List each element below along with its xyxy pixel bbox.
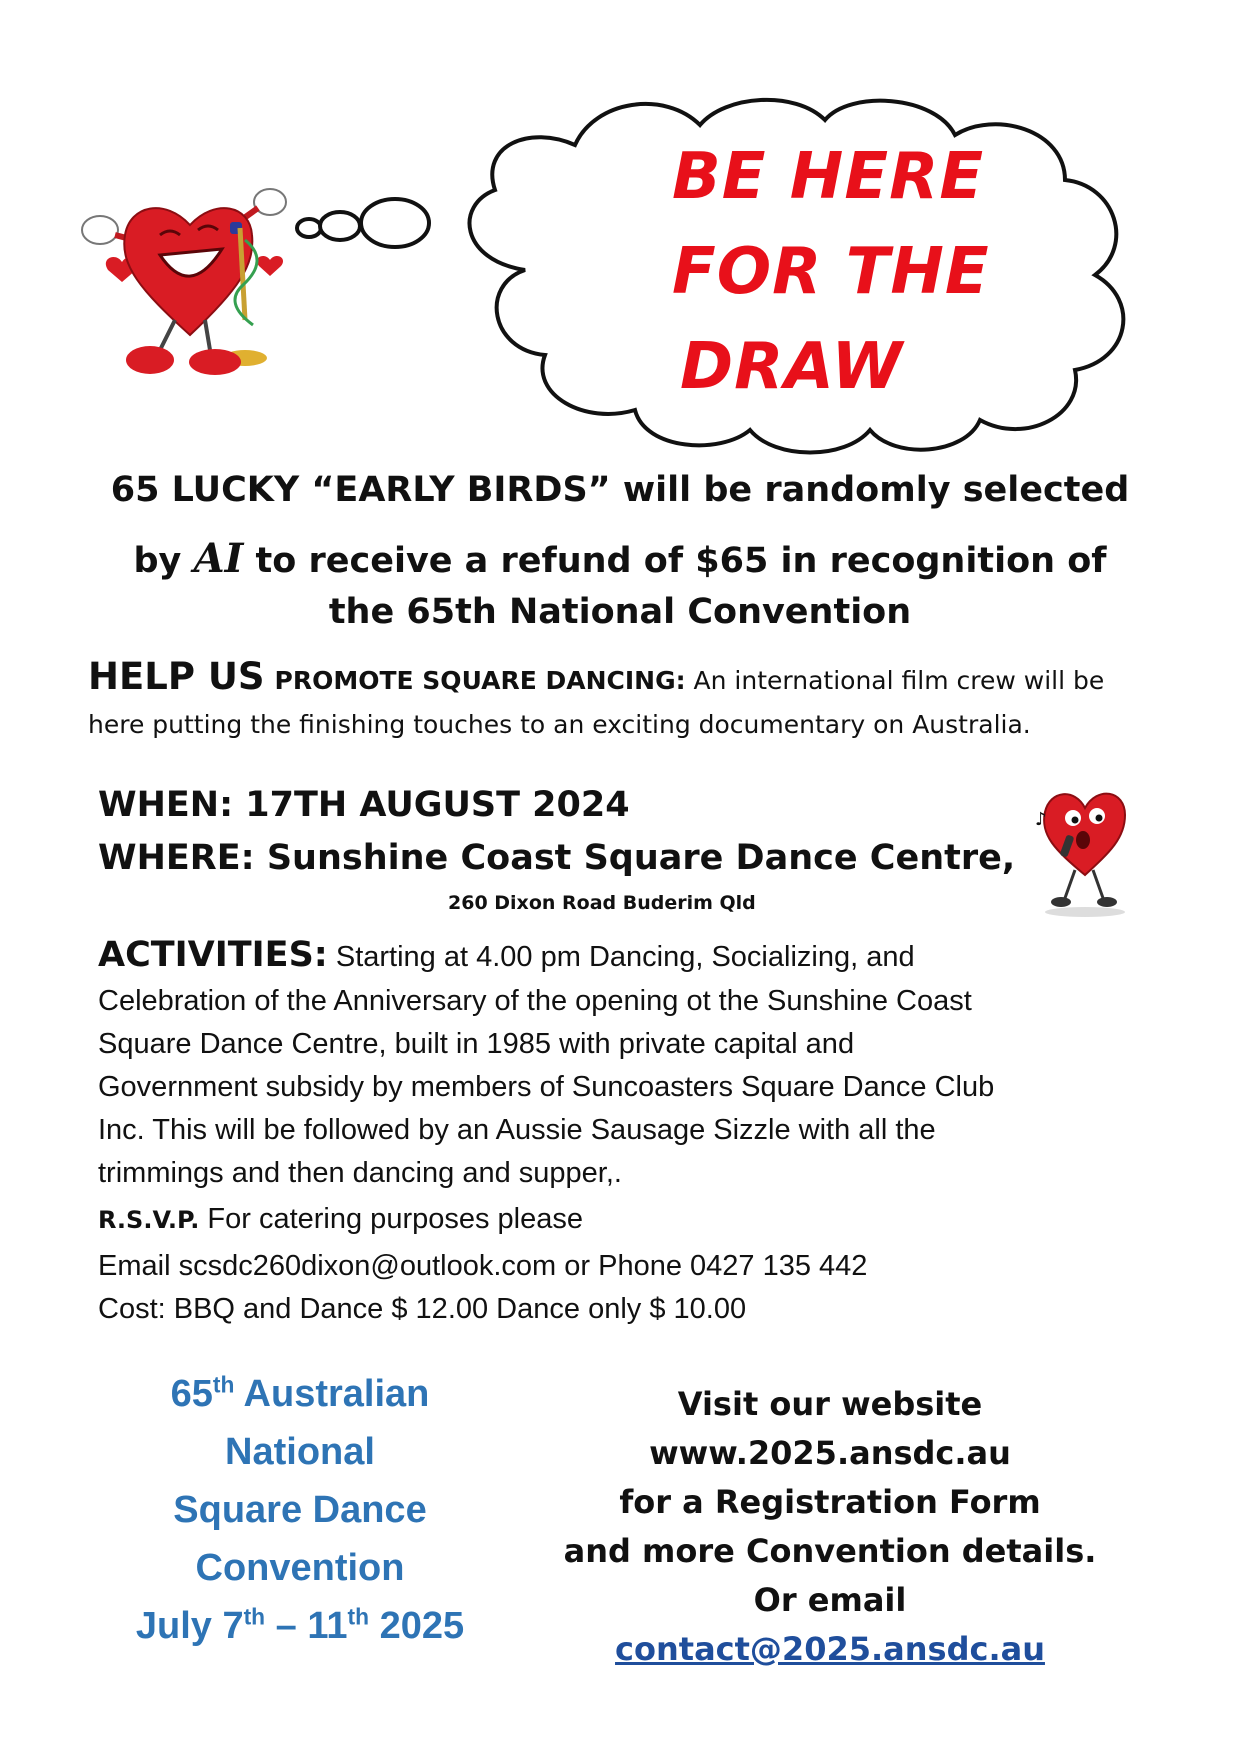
activities-line-3: Square Dance Centre, built in 1985 with private capital and <box>98 1028 855 1060</box>
lead-line-2-post: to receive a refund of $65 in recognition of <box>243 541 1107 581</box>
lead-line-1: 65 LUCKY “EARLY BIRDS” will be randomly selected <box>110 470 1130 510</box>
help-text-1: An international film crew will be <box>685 666 1105 695</box>
svg-text:♪: ♪ <box>1035 809 1047 830</box>
ai-word: AI <box>193 535 244 582</box>
rsvp-label: R.S.V.P. <box>98 1206 200 1234</box>
website-url: www.2025.ansdc.au <box>649 1434 1011 1472</box>
activities-line-6: trimmings and then dancing and supper,. <box>98 1157 622 1189</box>
convention-line-1-text: Australian <box>234 1373 430 1415</box>
date-year: 2025 <box>369 1605 465 1647</box>
convention-line-2: National <box>225 1431 375 1473</box>
convention-ordinal: th <box>212 1371 235 1398</box>
headline-line-1: BE HERE <box>672 140 985 214</box>
headline-line-2: FOR THE <box>672 235 990 309</box>
date-end: – 11 <box>265 1605 348 1647</box>
headline-line-3: DRAW <box>680 330 904 404</box>
activities-text-1: Starting at 4.00 pm Dancing, Socializing, and <box>327 941 915 973</box>
event-address: 260 Dixon Road Buderim Qld <box>448 892 756 914</box>
activities-line-1 <box>98 935 915 975</box>
help-paragraph-line-1 <box>88 655 1104 698</box>
event-when: WHEN: 17TH AUGUST 2024 <box>98 785 630 825</box>
convention-line-4: Convention <box>195 1547 405 1589</box>
date-start: July 7 <box>135 1605 244 1647</box>
help-us-heading: HELP US <box>88 655 265 698</box>
website-line-4: and more Convention details. <box>563 1532 1097 1570</box>
activities-heading: ACTIVITIES: <box>98 935 328 975</box>
singing-heart-icon <box>1025 780 1135 920</box>
convention-block <box>100 1365 500 1655</box>
date-end-ordinal: th <box>347 1603 370 1630</box>
date-start-ordinal: th <box>243 1603 266 1630</box>
activities-line-5: Inc. This will be followed by an Aussie Sausage Sizzle with all the <box>98 1114 936 1146</box>
promote-heading: PROMOTE SQUARE DANCING: <box>274 666 686 695</box>
help-paragraph-line-2: here putting the finishing touches to an exciting documentary on Australia. <box>88 710 1031 739</box>
website-line-1: Visit our website <box>677 1385 983 1423</box>
contact-email-link[interactable]: contact@2025.ansdc.au <box>615 1630 1045 1668</box>
event-where: WHERE: Sunshine Coast Square Dance Centre, <box>98 838 1016 878</box>
convention-line-3: Square Dance <box>173 1489 427 1531</box>
heart-with-microphone-icon <box>80 180 310 380</box>
convention-dates <box>100 1597 500 1655</box>
activities-line-4: Government subsidy by members of Suncoasters Square Dance Club <box>98 1071 995 1103</box>
website-line-3: for a Registration Form <box>619 1483 1041 1521</box>
convention-line-1 <box>100 1365 500 1423</box>
lead-line-2 <box>60 535 1180 582</box>
cost-line: Cost: BBQ and Dance $ 12.00 Dance only $ 10.00 <box>98 1293 747 1325</box>
lead-line-2-pre: by <box>133 541 194 581</box>
rsvp-text: For catering purposes please <box>199 1203 583 1235</box>
convention-number: 65 <box>170 1373 213 1415</box>
lead-line-3: the 65th National Convention <box>328 592 912 632</box>
rsvp-contact: Email scsdc260dixon@outlook.com or Phone 0427 135 442 <box>98 1250 868 1282</box>
rsvp-line <box>98 1203 583 1236</box>
website-block <box>540 1380 1120 1674</box>
activities-line-2: Celebration of the Anniversary of the opening ot the Sunshine Coast <box>98 985 972 1017</box>
website-line-5: Or email <box>753 1581 907 1619</box>
